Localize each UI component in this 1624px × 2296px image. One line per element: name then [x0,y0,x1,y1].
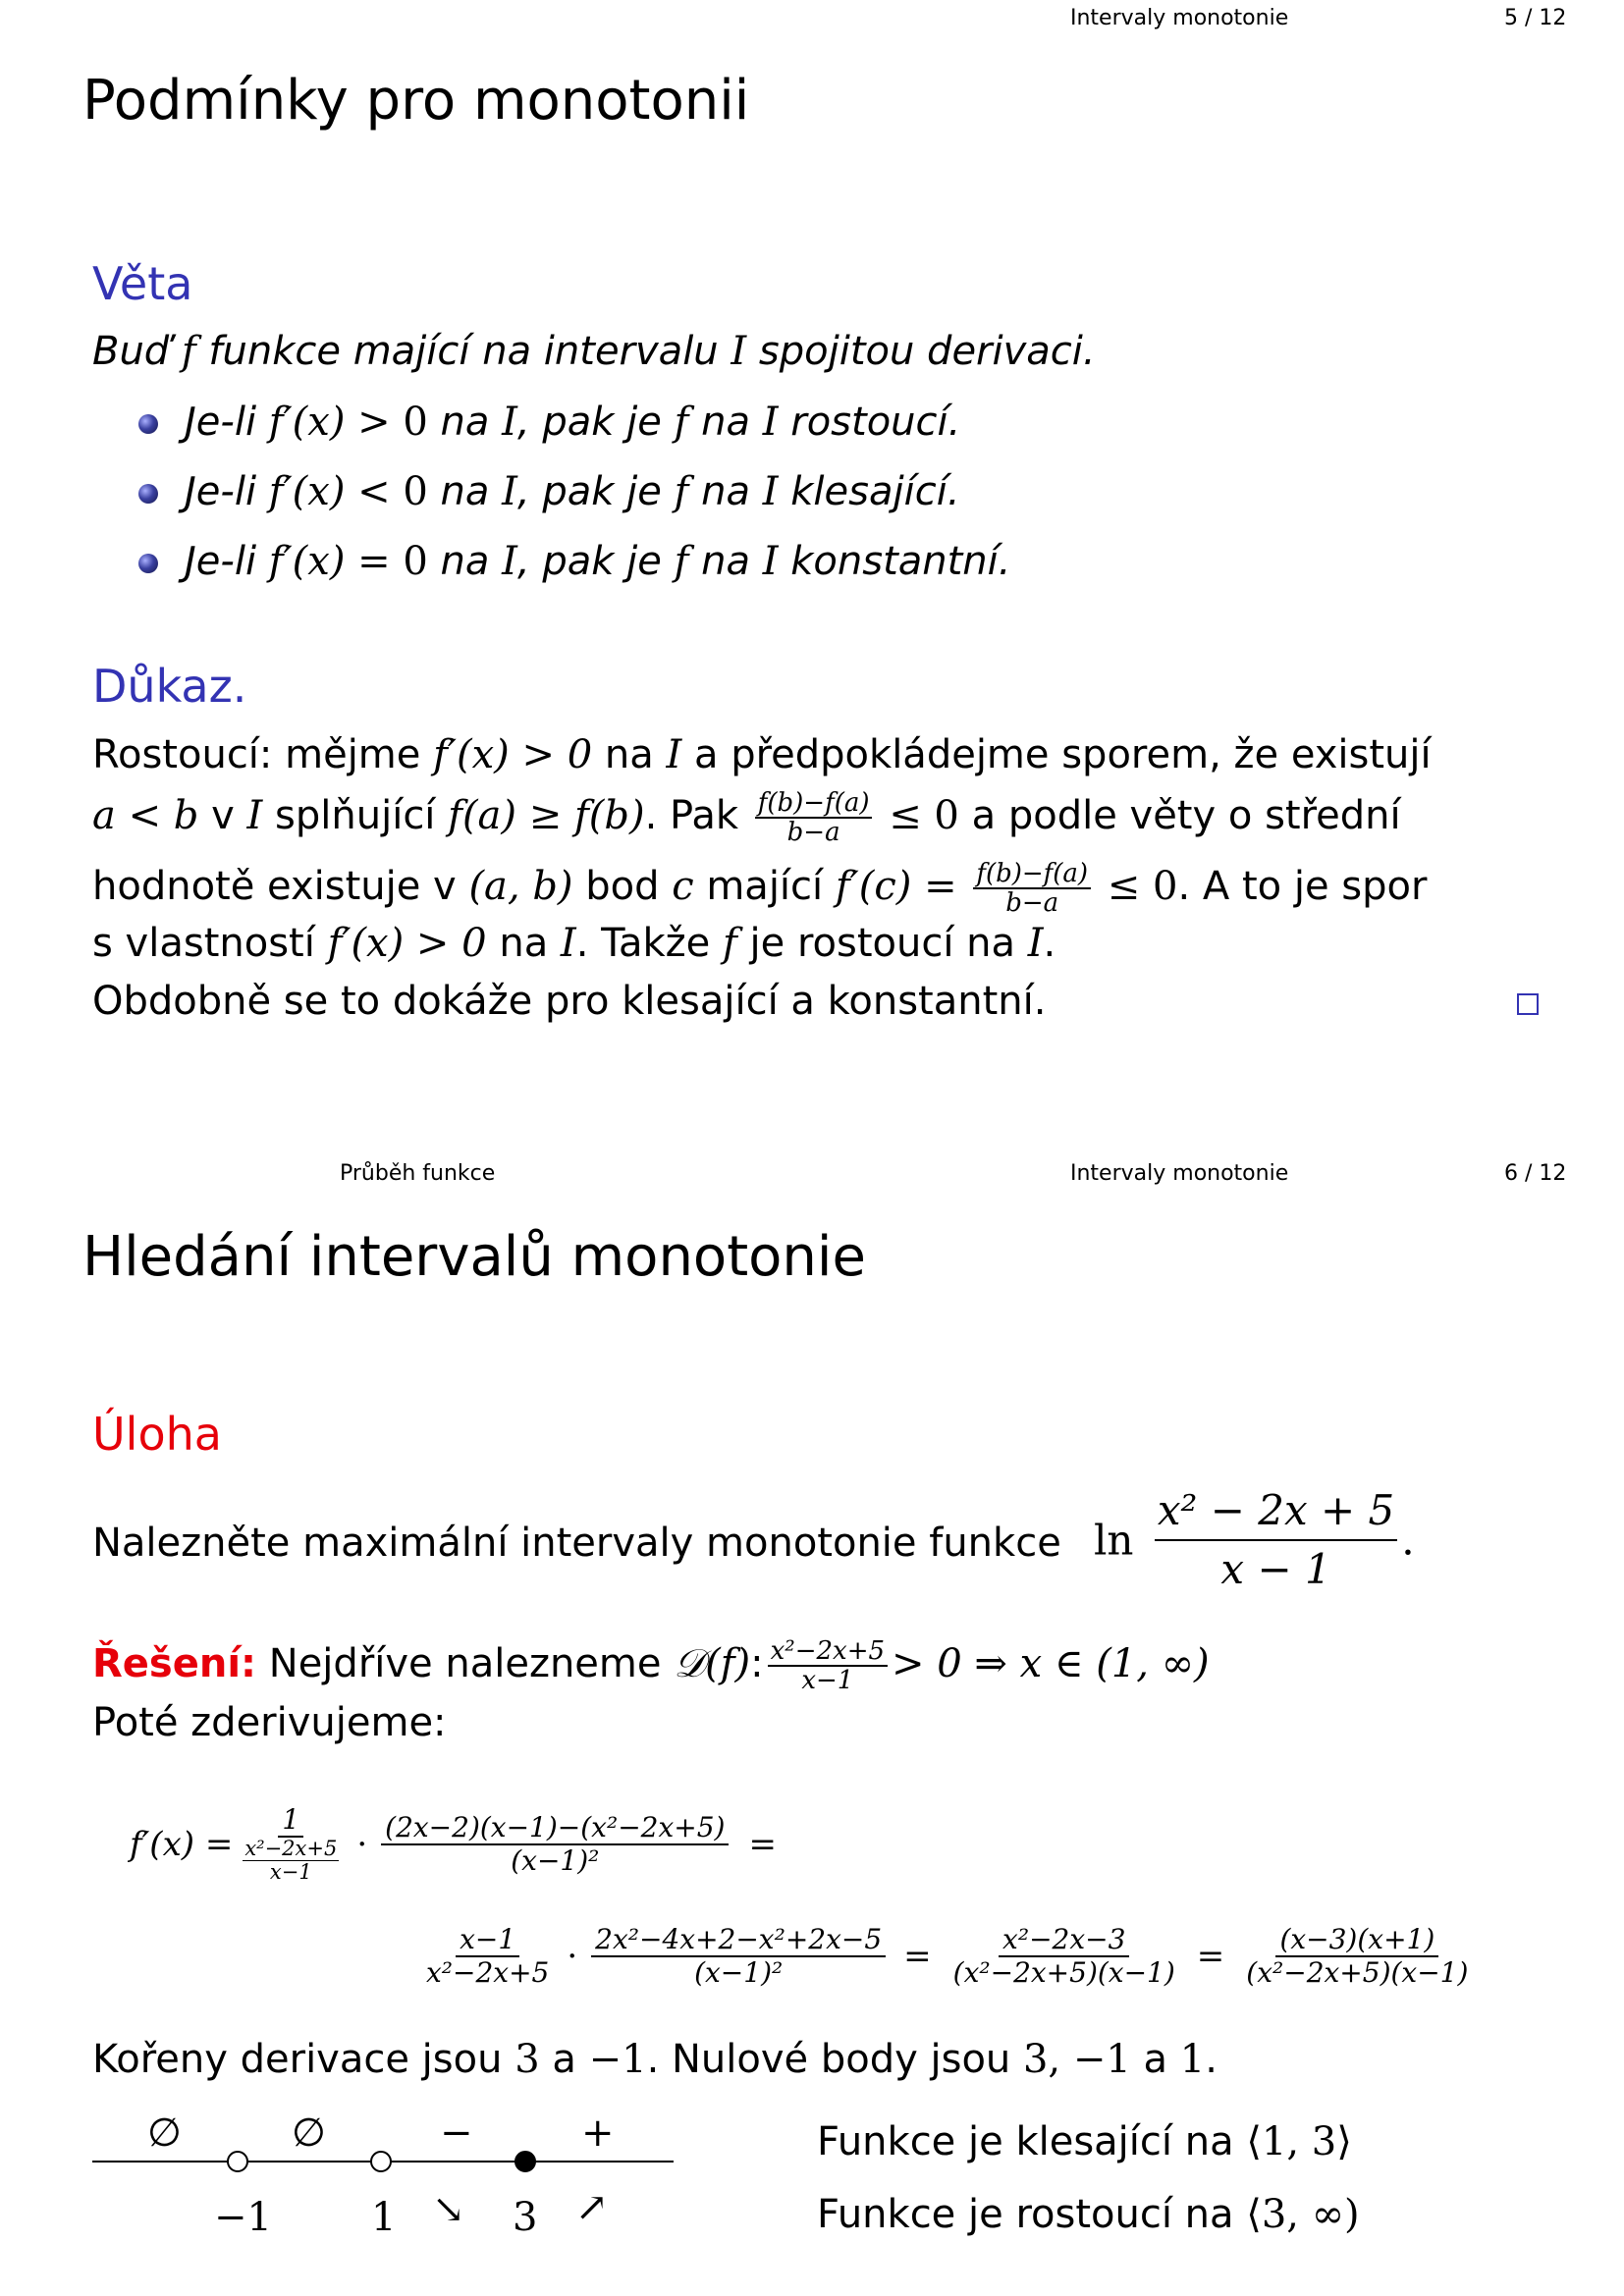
arrow-up-icon: ↗ [575,2185,609,2230]
theorem-item: Je-li f′(x) > 0 na I, pak je f na I rostoucí. [185,400,961,445]
proof-line-5: Obdobně se to dokáže pro klesající a konstantní. [92,979,1047,1024]
task-text: Nalezněte maximální intervaly monotonie funkce [92,1521,1061,1566]
sign-label: ∅ [292,2110,326,2156]
proof-line-4: s vlastností f′(x) > 0 na I. Takže f je rostoucí na I. [92,921,1056,966]
roots-line: Kořeny derivace jsou 3 a −1. Nulové body jsou 3, −1 a 1. [92,2037,1218,2082]
header-section: Intervaly monotonie [1070,1161,1289,1186]
derivative-row-2: $\frac{x-1}{\text{x²−2x+5}}$ · $\frac{\text{2x²−4x+2−x²+2x−5}}{\text{(x−1)²}}$ = $\frac{\text{x²−2x−3}}{\text{(x²−2x+5)(x−1)}}$ = $\frac{(x-3)(x+1)}{\text{(x²−2x+5)(x−1)}}$ [426,1923,1469,1989]
proof-label: Důkaz. [92,660,247,713]
sign-label: + [581,2110,615,2156]
open-point-marker [228,2152,247,2171]
filled-point-marker [515,2152,535,2171]
proof-line-2: a < b v I splňující f(a) ≥ f(b). Pak $\frac{f(b)-f(a)}{b-a}$ ≤ 0 a podle věty o střední [92,788,1401,847]
difference-quotient: $\frac{f(b)-f(a)}{b-a}$ [973,860,1091,917]
bullet-icon [138,554,158,573]
header-page-number: 5 / 12 [1504,6,1567,30]
sign-label: ∅ [147,2110,182,2156]
proof-line-1: Rostoucí: mějme f′(x) > 0 na I a předpokládejme sporem, že existují [92,732,1432,777]
bullet-icon [138,484,158,504]
point-label: 3 [513,2195,538,2240]
theorem-item: Je-li f′(x) < 0 na I, pak je f na I klesající. [185,469,960,514]
arrow-down-icon: ↘ [432,2187,465,2232]
difference-quotient: $\frac{f(b)-f(a)}{b-a}$ [755,789,873,846]
bullet-icon [138,414,158,434]
theorem-intro: Buď f funkce mající na intervalu I spojitou derivaci. [92,329,1096,374]
open-point-marker [371,2152,391,2171]
derivative-row-1: f′(x) = $\frac{1}{\frac{\text{x²−2x+5}}{x-1}}$ · $\frac{\text{(2x−2)(x−1)−(x²−2x+5)}}{\text{(x−1)²}}$ = [130,1803,777,1884]
theorem-item: Je-li f′(x) = 0 na I, pak je f na I konstantní. [185,539,1011,584]
solution-line-2: Poté zderivujeme: [92,1700,447,1745]
task-label: Úloha [92,1408,222,1461]
task-function: ln $\frac{\text{x² − 2x + 5}}{x - 1}$ . [1094,1482,1415,1598]
conclusion-increasing: Funkce je rostoucí na ⟨3, ∞) [817,2192,1360,2237]
header-section: Intervaly monotonie [1070,6,1289,30]
conclusion-decreasing: Funkce je klesající na ⟨1, 3⟩ [817,2119,1352,2164]
qed-icon [1517,993,1539,1015]
solution-line-1: Řešení: Nejdříve nalezneme 𝒟(f): $\frac{\text{x²−2x+5}}{x-1}$ > 0 ⇒ x ∈ (1, ∞) [92,1636,1210,1695]
point-label: −1 [214,2195,272,2240]
header-page-number: 6 / 12 [1504,1161,1567,1186]
slide-title: Podmínky pro monotonii [82,69,750,133]
header-section-left: Průběh funkce [340,1161,496,1186]
proof-line-3: hodnotě existuje v (a, b) bod c mající f′(c) = $\frac{f(b)-f(a)}{b-a}$ ≤ 0. A to je spor [92,859,1428,918]
theorem-label: Věta [92,257,193,310]
sign-label: − [440,2110,473,2156]
slide-title: Hledání intervalů monotonie [82,1225,866,1289]
point-label: 1 [371,2195,397,2240]
